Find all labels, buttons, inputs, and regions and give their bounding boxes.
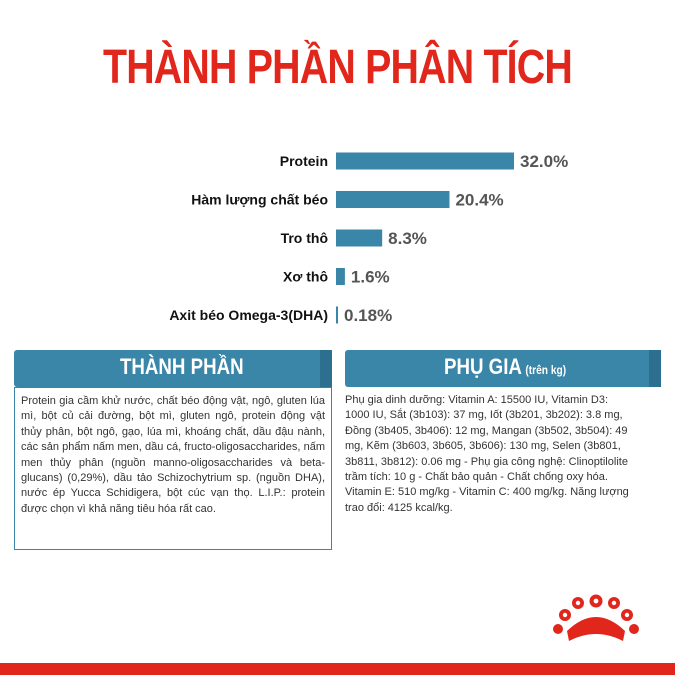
category-label: Hàm lượng chất béo	[191, 191, 328, 208]
bar	[336, 307, 338, 324]
bar	[336, 153, 514, 170]
additives-text: Phụ gia dinh dưỡng: Vitamin A: 15500 IU, Vitamin D3: 1000 IU, Sắt (3b103): 37 mg, Iốt (3b201, 3b202): 3.8 mg, Đồng (3b405, 3b406): 12 mg, Mangan (3b502, 3b504): 49 mg, Kẽm (3b603, 3b605, 3b606): 130 mg, Selen (3b801, 3b811, 3b812): 0.06 mg - Phụ gia công nghệ: Clinoptilolite trầm tích: 10 g - Chất bảo quản - Chất chống oxy hóa. Vitamin E: 510 mg/kg - Vitamin C: 400 mg/kg. Năng lượng trao đổi: 4125 kcal/kg.	[345, 394, 629, 514]
bar	[336, 191, 449, 208]
value-label: 1.6%	[350, 267, 390, 287]
ingredients-text: Protein gia cầm khử nước, chất béo động vật, ngô, gluten lúa mì, bột củ cải đường, bột mì, gluten ngô, protein động vật thủy phân, bột ngô, gạo, lúa mì, khoáng chất, dầu đậu nành, các sản phẩm nấm men, dầu cá, fructo-oligosaccharides, nấm men thủy phân (nguồn manno-oligosaccharides và beta-glucans) (0,29%), dầu tảo Schizochytrium sp. (nguồn DHA), nước ép Yucca Schidigera, bột cúc vạn thọ. L.I.P.: protein được chọn vì khả năng tiêu hóa rất cao.	[14, 387, 332, 550]
category-label: Tro thô	[280, 230, 328, 246]
value-label: 20.4%	[455, 190, 504, 210]
additives-subtitle: (trên kg)	[525, 363, 567, 377]
category-label: Protein	[279, 153, 328, 169]
ingredients-title: THÀNH PHẦN	[120, 354, 244, 379]
bar	[336, 230, 382, 247]
ingredients-header-accent	[320, 350, 332, 387]
category-label: Xơ thô	[283, 268, 328, 285]
value-label: 32.0%	[520, 152, 569, 171]
crown-logo-icon	[553, 593, 639, 649]
page-title: THÀNH PHẦN PHÂN TÍCH	[102, 41, 573, 94]
additives-title-row	[444, 354, 566, 380]
value-label: 8.3%	[388, 229, 427, 248]
additives-title: PHỤ GIA	[444, 354, 522, 379]
category-label: Axit béo Omega-3(DHA)	[169, 307, 328, 323]
composition-bar-chart	[0, 140, 675, 340]
additives-header-accent	[649, 350, 661, 387]
value-label: 0.18%	[344, 306, 393, 325]
bar	[336, 268, 345, 285]
bottom-red-bar	[0, 663, 675, 675]
